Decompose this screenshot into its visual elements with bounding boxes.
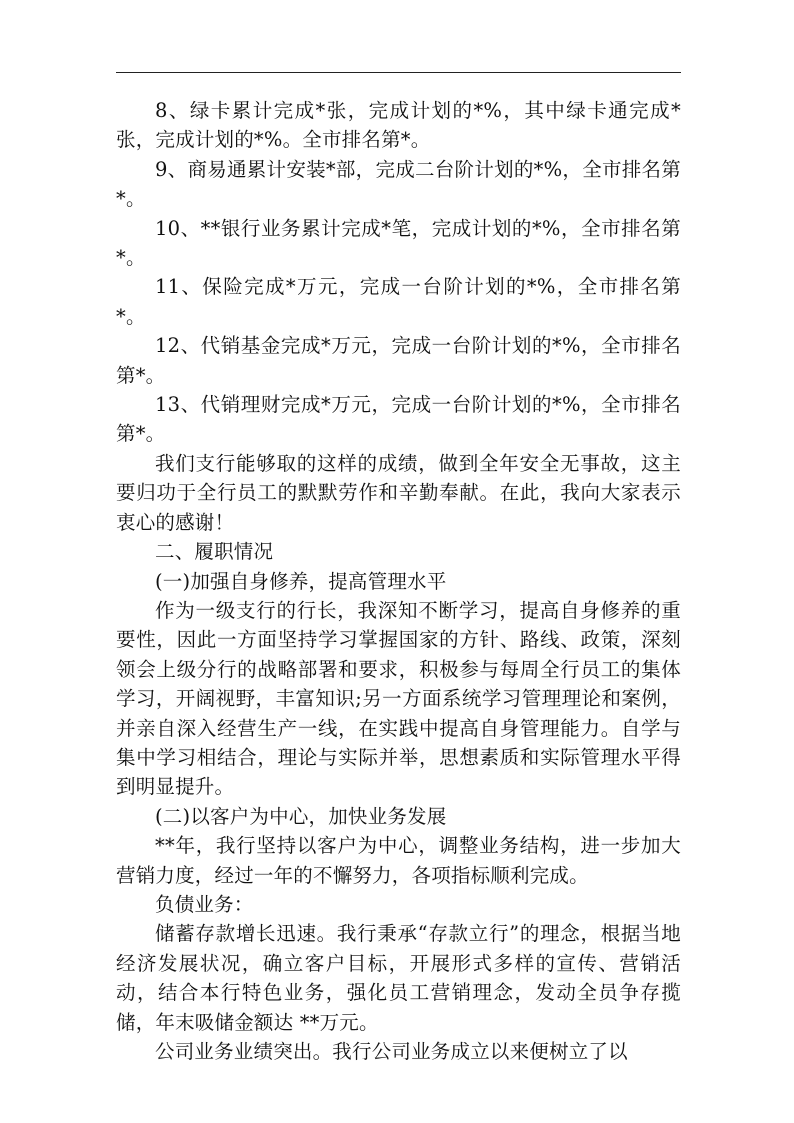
subsection-heading-customer-focus: (二)以客户为中心，加快业务发展 bbox=[155, 804, 447, 828]
document-body bbox=[116, 96, 681, 1066]
body-paragraph-customer-focus: **年，我行坚持以客户为中心，调整业务结构，进一步加大营销力度，经过一年的不懈努力，各项指标顺利完成。 bbox=[116, 834, 681, 887]
list-item-8: 8、绿卡累计完成*张，完成计划的*%，其中绿卡通完成*张，完成计划的*%。全市排名第*。 bbox=[116, 99, 681, 152]
body-paragraph-savings: 储蓄存款增长迅速。我行秉承“存款立行”的理念，根据当地经济发展状况，确立客户目标，开展形式多样的宣传、营销活动，结合本行特色业务，强化员工营销理念，发动全员争存揽储，年末吸储金额达 **万元。 bbox=[116, 922, 681, 1034]
subheading-liabilities: 负债业务： bbox=[155, 892, 254, 916]
summary-paragraph: 我们支行能够取的这样的成绩，做到全年安全无事故，这主要归功于全行员工的默默劳作和辛勤奉献。在此，我向大家表示衷心的感谢！ bbox=[116, 451, 681, 534]
header-rule bbox=[116, 72, 681, 73]
list-item-9: 9、商易通累计安装*部，完成二台阶计划的*%，全市排名第*。 bbox=[116, 157, 681, 211]
body-paragraph-corporate: 公司业务业绩突出。我行公司业务成立以来便树立了以 bbox=[155, 1040, 628, 1063]
list-item-10: 10、**银行业务累计完成*笔，完成计划的*%，全市排名第*。 bbox=[116, 216, 681, 270]
subsection-heading-self-improvement: (一)加强自身修养，提高管理水平 bbox=[155, 569, 447, 593]
list-item-12: 12、代销基金完成*万元，完成一台阶计划的*%，全市排名第*。 bbox=[116, 334, 681, 387]
section-heading-duties: 二、履职情况 bbox=[155, 540, 274, 564]
list-item-11: 11、保险完成*万元，完成一台阶计划的*%，全市排名第*。 bbox=[116, 275, 681, 328]
list-item-13: 13、代销理财完成*万元，完成一台阶计划的*%，全市排名第*。 bbox=[116, 393, 681, 446]
body-paragraph-self-improvement: 作为一级支行的行长，我深知不断学习，提高自身修养的重要性，因此一方面坚持学习掌握国家的方针、路线、政策，深刻领会上级分行的战略部署和要求，积极参与每周全行员工的集体学习，开阔视野，丰富知识;另一方面系统学习管理理论和案例，并亲自深入经营生产一线，在实践中提高自身管理能力。自学与集中学习相结合，理论与实际并举，思想素质和实际管理水平得到明显提升。 bbox=[116, 598, 681, 799]
